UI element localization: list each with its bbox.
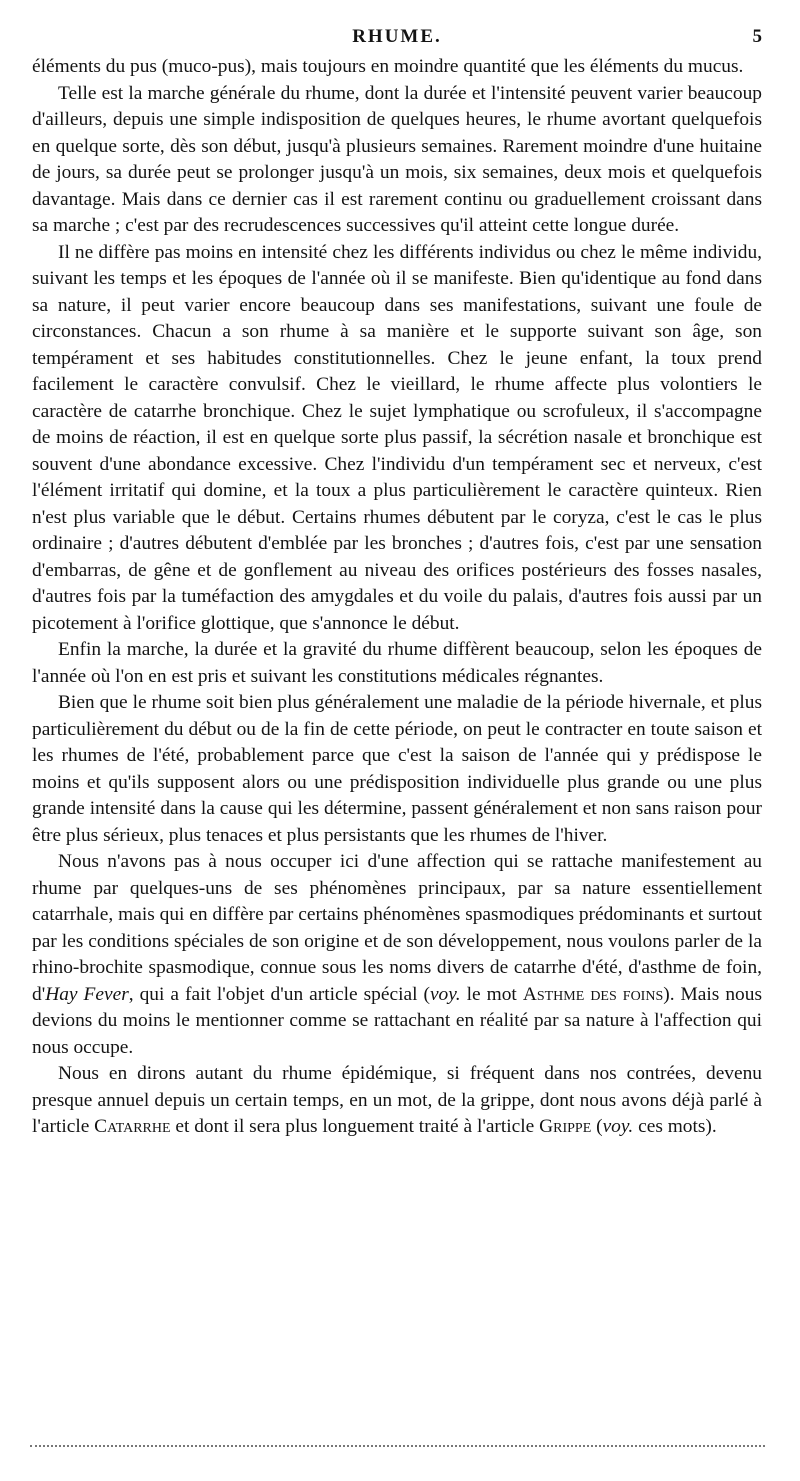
paragraph-6 [32, 849, 762, 1061]
page-number: 5 [752, 26, 762, 47]
cross-reference-asthme: Asthme des foins [522, 983, 664, 1005]
voy-reference-2: voy. [602, 1116, 634, 1137]
paragraph-7 [32, 1061, 762, 1141]
book-page [32, 26, 762, 1141]
paragraph-7-text-c: ( [591, 1116, 603, 1137]
paragraph-7-text-d: ces mots). [633, 1116, 717, 1137]
cross-reference-catarrhe: Catarrhe [94, 1116, 171, 1137]
cross-reference-grippe: Grippe [539, 1116, 592, 1137]
voy-reference: voy. [429, 983, 461, 1005]
paragraph-1: éléments du pus (muco-pus), mais toujours en moindre quantité que les éléments du mucus. [32, 56, 744, 77]
paragraph-2: Telle est la marche générale du rhume, dont la durée et l'intensité peuvent varier beaucoup d'ailleurs, depuis une simple indisposition de quelques heures, le rhume avortant quelquefois en quelque sorte, dès son début, jusqu'à plusieurs semaines. Rarement moindre d'une huitaine de jours, sa durée peut se prolonger jusqu'à un mois, six semaines, deux mois et quelquefois davantage. Mais dans ce dernier cas il est rarement continu ou graduellement croissant dans sa marche ; c'est par des recrudescences successives qu'il atteint cette longue durée. [32, 82, 762, 236]
paragraph-6-text-a: Nous n'avons pas à nous occuper ici d'une affection qui se rattache manifestement au rhume par quelques-uns de ses phénomènes principaux, par sa nature essentiellement catarrhale, mais qui en diffère par certains phénomènes spasmodiques prédominants et surtout par les conditions spéciales de son origine et de son développement, nous voulons parler de la rhino-brochite spasmodique, connue sous les noms divers de catarrhe d'été, d'asthme de foin, d' [32, 851, 762, 1005]
paragraph-6-text-b: , qui a fait l'objet d'un article spécial ( [128, 983, 430, 1005]
footer-rule [30, 1445, 765, 1447]
article-body [32, 54, 762, 1141]
running-title: RHUME. [352, 26, 442, 47]
paragraph-6-text-d: ). Mais nous devions du moins le mentionner comme se rattachant en réalité par sa nature à l'affection qui nous occupe. [32, 983, 762, 1058]
paragraph-7-text-a: Nous en dirons autant du rhume épidémique, si fréquent dans nos contrées, devenu presque annuel depuis un certain temps, en un mot, de la grippe, dont nous avons déjà parlé à l'article [32, 1063, 762, 1137]
paragraph-5: Bien que le rhume soit bien plus généralement une maladie de la période hivernale, et plus particulièrement du début ou de la fin de cette période, on peut le contracter en toute saison et les rhumes de l'été, probablement parce que c'est la saison de l'année qui y prédispose le moins et qu'ils supposent alors ou une prédisposition individuelle plus grande ou une plus grande intensité dans la cause qui les détermine, passent généralement et non sans raison pour être plus sérieux, plus tenaces et plus persistants que les rhumes de l'hiver. [32, 692, 762, 846]
hay-fever-term: Hay Fever [45, 983, 129, 1005]
paragraph-3: Il ne diffère pas moins en intensité chez les différents individus ou chez le même individu, suivant les temps et les époques de l'année où il se manifeste. Bien qu'identique au fond dans sa nature, il peut varier encore beaucoup dans ses manifestations, suivant une foule de circonstances. Chacun a son rhume à sa manière et le supporte suivant son âge, son tempérament et ses habitudes constitutionnelles. Chez le jeune enfant, la toux prend facilement le caractère convulsif. Chez le vieillard, le rhume affecte plus volontiers le caractère de catarrhe bronchique. Chez le sujet lymphatique ou scrofuleux, il s'accompagne de moins de réaction, il est en quelque sorte plus passif, la sécrétion nasale et bronchique est souvent d'une abondance excessive. Chez l'individu d'un tempérament sec et nerveux, c'est l'élément irritatif qui domine, et la toux a plus particulièrement le caractère quinteux. Rien n'est plus variable que le début. Certains rhumes débutent par le coryza, c'est le cas le plus ordinaire ; d'autres débutent d'emblée par les bronches ; d'autres fois, c'est par une sensation d'embarras, de gêne et de gonflement au niveau des orifices postérieurs des fosses nasales, d'autres fois par la tuméfaction des amygdales et du voile du palais, d'autres fois aussi par un picotement à l'orifice glottique, que s'annonce le début. [32, 241, 762, 634]
paragraph-6-text-c: le mot [460, 983, 523, 1005]
running-head [32, 26, 762, 54]
paragraph-4: Enfin la marche, la durée et la gravité du rhume diffèrent beaucoup, selon les époques de l'année où l'on en est pris et suivant les constitutions médicales régnantes. [32, 639, 762, 687]
paragraph-7-text-b: et dont il sera plus longuement traité à l'article [170, 1116, 540, 1137]
